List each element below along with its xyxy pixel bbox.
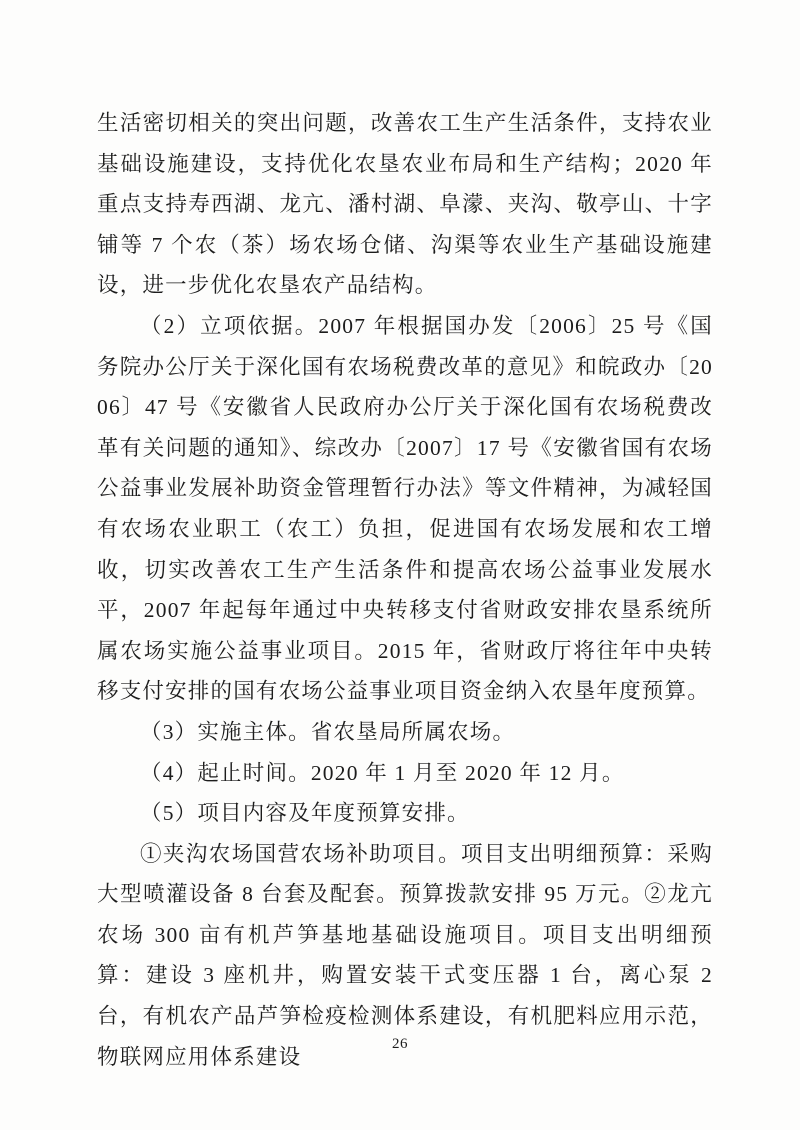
paragraph-continuation: 生活密切相关的突出问题，改善农工生产生活条件，支持农业基础设施建设，支持优化农垦农业布局和生产结构；2020 年重点支持寿西湖、龙亢、潘村湖、阜濛、夹沟、敬亭山、十字铺等 7 个农（茶）场农场仓储、沟渠等农业生产基础设施建设，进一步优化农垦农产品结构。 — [97, 111, 713, 298]
document-body — [97, 103, 713, 1077]
paragraph-item-2-basis: （2）立项依据。2007 年根据国办发〔2006〕25 号《国务院办公厅关于深化国有农场税费改革的意见》和皖政办〔2006〕47 号《安徽省人民政府办公厅关于深化国有农场税费改革有关问题的通知》、综改办〔2007〕17 号《安徽省国有农场公益事业发展补助资金管理暂行办法》等文件精神，为减轻国有农场农业职工（农工）负担，促进国有农场发展和农工增收，切实改善农工生产生活条件和提高农场公益事业发展水平，2007 年起每年通过中央转移支付省财政安排农垦系统所属农场实施公益事业项目。2015 年，省财政厅将往年中央转移支付安排的国有农场公益事业项目资金纳入农垦年度预算。 — [97, 313, 713, 704]
page-number: 26 — [392, 1036, 408, 1052]
paragraph-project-details: ①夹沟农场国营农场补助项目。项目支出明细预算：采购大型喷灌设备 8 台套及配套。预算拨款安排 95 万元。②龙亢农场 300 亩有机芦笋基地基础设施项目。项目支出明细预算：建设 3 座机井，购置安装干式变压器 1 台，离心泵 2 台，有机农产品芦笋检疫检测体系建设，有机肥料应用示范，物联网应用体系建设 — [97, 841, 713, 1069]
paragraph-item-3-implementer: （3）实施主体。省农垦局所属农场。 — [140, 719, 516, 744]
paragraph-item-4-timeframe: （4）起止时间。2020 年 1 月至 2020 年 12 月。 — [140, 760, 625, 785]
paragraph-item-5-content: （5）项目内容及年度预算安排。 — [140, 801, 470, 826]
